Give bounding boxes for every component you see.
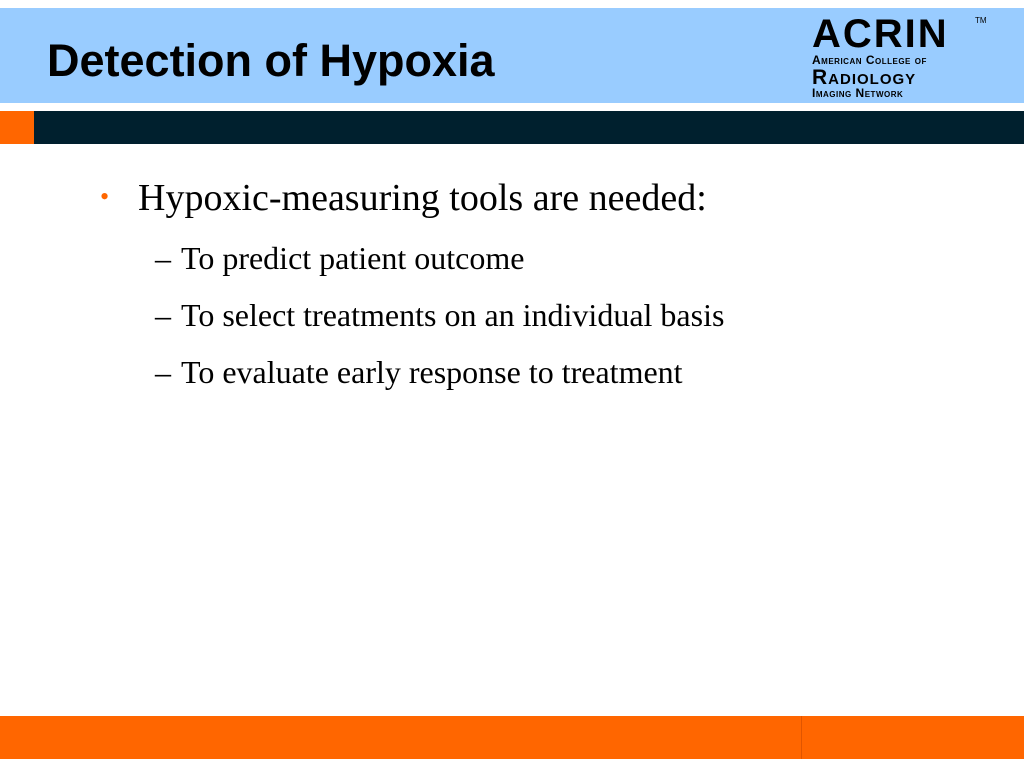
dark-divider-bar (34, 111, 1024, 144)
logo-line-3: Imaging Network (812, 86, 904, 100)
logo-line-1: American College of (812, 53, 927, 67)
sub-item-dash: – (155, 240, 171, 276)
bullet-text: Hypoxic-measuring tools are needed: (138, 177, 707, 219)
sub-item (155, 297, 724, 334)
logo-line-2: Radiology (812, 66, 917, 89)
sub-item (155, 354, 683, 391)
logo-trademark: TM (975, 16, 987, 25)
logo-wordmark: ACRIN (812, 12, 949, 56)
bullet-marker: • (100, 182, 110, 211)
slide-title: Detection of Hypoxia (47, 35, 495, 86)
footer-bar (0, 716, 1024, 759)
sub-item-text: To evaluate early response to treatment (181, 354, 683, 390)
accent-block (0, 111, 34, 144)
sub-item (155, 240, 524, 277)
footer-divider (801, 716, 802, 759)
sub-item-dash: – (155, 354, 171, 390)
sub-item-text: To predict patient outcome (181, 240, 525, 276)
sub-item-text: To select treatments on an individual basis (181, 297, 725, 333)
sub-item-dash: – (155, 297, 171, 333)
acrin-logo (808, 14, 988, 100)
